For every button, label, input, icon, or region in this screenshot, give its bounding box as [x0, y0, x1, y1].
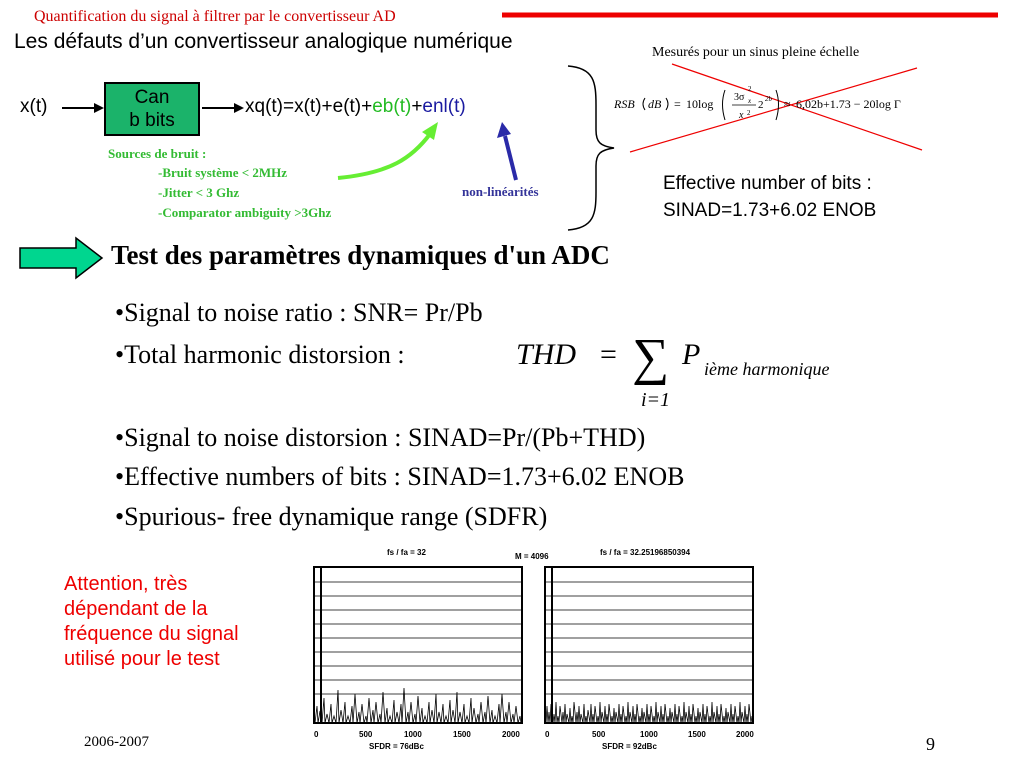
nonlinearity-label: non-linéarités: [462, 184, 539, 199]
bullet-snr: •Signal to noise ratio : SNR= Pr/Pb: [115, 298, 483, 327]
den-sup: 2: [747, 109, 751, 117]
attention-note: Attention, très dépendant de la fréquence du signal utilisé pour le test: [64, 573, 239, 670]
quantized-signal-equation: [245, 96, 466, 118]
thd-formula: [516, 330, 876, 412]
footer-year: 2006-2007: [84, 734, 149, 750]
curly-brace: [560, 60, 620, 235]
x-tick: 1000: [640, 730, 658, 739]
ratio-label: fs / fa = 32.25196850394: [600, 548, 691, 557]
m-label: M = 4096: [515, 552, 549, 561]
block-arrow-icon: [18, 236, 104, 280]
spectrum-plot-1: [305, 548, 549, 753]
spectrum-frame-2: [544, 566, 758, 728]
bullet-sfdr: •Spurious- free dynamique range (SDFR): [115, 502, 548, 531]
enob-note: [663, 170, 876, 224]
x-tick: 500: [359, 730, 373, 739]
plus-sign: +: [411, 96, 423, 117]
title-underline: [500, 10, 1000, 20]
adc-block: [104, 82, 200, 136]
thd-lhs: THD: [516, 338, 577, 371]
ratio-label: fs / fa = 32: [387, 548, 426, 557]
thd-equals: =: [600, 338, 617, 371]
enob-note-line2: SINAD=1.73+6.02 ENOB: [663, 200, 877, 221]
adc-block-line2: b bits: [129, 110, 175, 131]
approx-sign: ≈: [784, 97, 791, 111]
bullet-sinad: •Signal to noise distorsion : SINAD=Pr/(Pb+THD): [115, 423, 646, 452]
nonlinearity-arrow: [496, 118, 526, 188]
thd-var: P: [682, 338, 701, 371]
adc-block-line1: Can: [134, 87, 170, 108]
noise-arrow: [330, 118, 450, 188]
log-coef: 10log: [686, 97, 714, 111]
x-tick: 2000: [736, 730, 754, 739]
two-base: 2: [758, 99, 764, 111]
noise-source-item: -Jitter < 3 Ghz: [158, 185, 240, 200]
x-tick: 1500: [688, 730, 706, 739]
output-arrow: [200, 100, 246, 116]
dynamic-params-heading: Test des paramètres dynamiques d'un ADC: [111, 240, 610, 270]
sfdr-label: SFDR = 92dBc: [602, 742, 657, 751]
x-tick: 500: [592, 730, 606, 739]
sum-index: i=1: [641, 389, 671, 411]
spectrum-frame-1: [313, 566, 527, 728]
x-tick: 1000: [404, 730, 422, 739]
rsb-rhs: 6,02b+1.73 − 20log Γ: [796, 97, 901, 111]
system-noise-term: eb(t): [372, 96, 412, 117]
equation-prefix: xq(t)=x(t)+e(t)+: [245, 96, 373, 117]
thd-sub: ième harmonique: [704, 359, 830, 379]
denominator: x: [739, 110, 744, 121]
x-tick: 1500: [453, 730, 471, 739]
bullet-thd: •Total harmonic distorsion :: [115, 340, 405, 369]
spectrum-plot-2: [540, 548, 765, 753]
equals: =: [674, 97, 681, 111]
numerator: 3σ: [734, 92, 745, 103]
x-tick: 0: [545, 730, 550, 739]
sup-two: 2: [748, 85, 752, 93]
db-unit: dB: [648, 97, 662, 111]
exponent-2b: 2b: [765, 95, 772, 103]
formula-caption: Mesurés pour un sinus pleine échelle: [652, 45, 860, 60]
enob-note-line1: Effective number of bits :: [663, 173, 872, 194]
x-tick: 0: [314, 730, 319, 739]
sub-x: x: [748, 97, 752, 105]
noise-source-item: -Comparator ambiguity >3Ghz: [158, 205, 332, 220]
x-tick: 2000: [502, 730, 520, 739]
rsb-symbol: RSB: [614, 97, 635, 111]
input-signal-label: x(t): [20, 96, 48, 117]
sum-symbol: ∑: [632, 330, 670, 386]
rsb-formula: [612, 58, 942, 158]
input-arrow: [60, 100, 106, 116]
noise-sources-title: Sources de bruit :: [108, 146, 207, 161]
bullet-enob: •Effective numbers of bits : SINAD=1.73+6.02 ENOB: [115, 462, 685, 491]
page-number: 9: [926, 734, 935, 754]
noise-source-item: -Bruit système < 2MHz: [158, 165, 288, 180]
slide-title: Quantification du signal à filtrer par le convertisseur AD: [34, 8, 396, 25]
section-subtitle: Les défauts d’un convertisseur analogique numérique: [14, 30, 513, 53]
sfdr-label: SFDR = 76dBc: [369, 742, 424, 751]
nonlinearity-noise-term: enl(t): [422, 96, 466, 117]
